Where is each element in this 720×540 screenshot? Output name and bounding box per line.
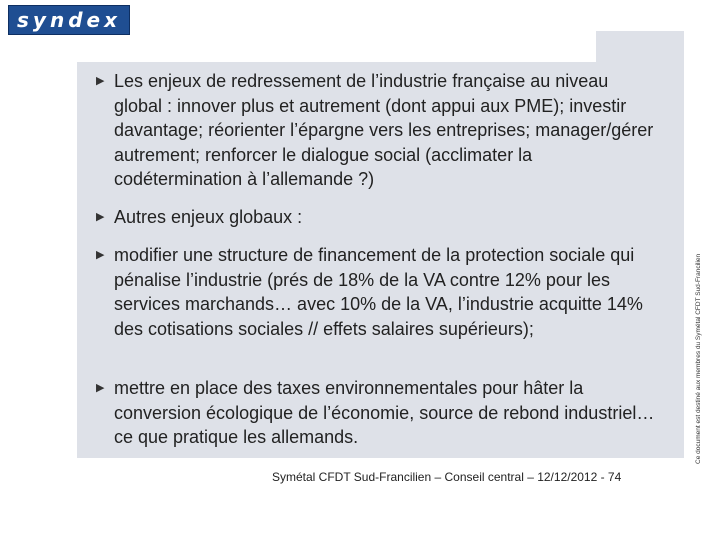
bullet-text: Les enjeux de redressement de l’industrie française au niveau global : innover plus et autrement (dont appui aux PME); investir davantage; réorienter l’épargne vers les entreprises; manager/gérer autrement; renforcer le dialogue social (acclimater la codétermination à l’allemande ?) [114,71,654,189]
bullet-arrow-icon: ▶ [96,75,105,87]
logo-text: syndex [17,8,121,32]
syndex-logo [8,5,130,35]
bullet-text: modifier une structure de financement de la protection sociale qui pénalise l’industrie (prés de 18% de la VA contre 12% pour les services marchands… avec 10% de la VA, l’industrie acquitte 14% des cotisations sociales // effets salaires supérieurs); [114,245,643,339]
bullet-text: Autres enjeux globaux : [114,207,303,227]
bullet-item [96,243,656,341]
bullet-arrow-icon: ▶ [96,382,105,394]
bullet-arrow-icon: ▶ [96,249,105,261]
bullet-item [96,376,656,450]
side-disclaimer: Ce document est destiné aux membres du Symétal CFDT Sud-Francilien [695,253,702,464]
bullet-item [96,205,656,230]
bullet-text: mettre en place des taxes environnementales pour hâter la conversion écologique de l’économie, source de rebond industriel… ce que pratique les allemands. [114,378,655,447]
slide-footer: Symétal CFDT Sud-Francilien – Conseil central – 12/12/2012 - 74 [272,470,622,484]
bullet-arrow-icon: ▶ [96,211,105,223]
bullet-item [96,69,656,192]
